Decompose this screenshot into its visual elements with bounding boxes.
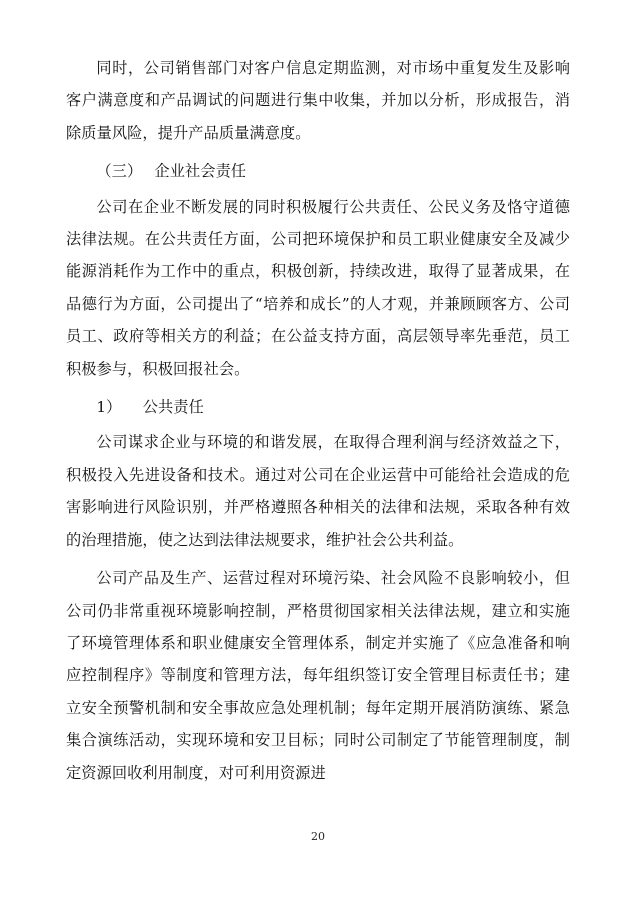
subheading-public-responsibility [66,391,570,423]
heading-text: 企业社会责任 [154,162,247,181]
subheading-marker: 1） [96,398,122,417]
paragraph-sales-monitoring: 同时，公司销售部门对客户信息定期监测，对市场中重复发生及影响客户满意度和产品调试的问题进行集中收集，并加以分析，形成报告，消除质量风险，提升产品质量满意度。 [66,59,570,142]
paragraph-harmony-development: 公司谋求企业与环境的和谐发展，在取得合理利润与经济效益之下，积极投入先进设备和技术。通过对公司在企业运营中可能给社会造成的危害影响进行风险识别，并严格遵照各种相关的法律和法规，采取各种有效的治理措施，使之达到法律法规要求，维护社会公共利益。 [66,433,570,549]
paragraph-public-duty-overview: 公司在企业不断发展的同时积极履行公共责任、公民义务及恪守道德法律法规。在公共责任方面，公司把环境保护和员工职业健康安全及减少能源消耗作为工作中的重点，积极创新，持续改进，取得了显著成果，在品德行为方面，公司提出了“培养和成长”的人才观，并兼顾顾客方、公司员工、政府等相关方的利益；在公益支持方面，高层领导率先垂范，员工积极参与，积极回报社会。 [66,197,570,378]
heading-social-responsibility [66,155,570,187]
subheading-text: 公共责任 [142,398,204,417]
paragraph-environment-control: 公司产品及生产、运营过程对环境污染、社会风险不良影响较小，但公司仍非常重视环境影响控制，严格贯彻国家相关法律法规，建立和实施了环境管理体系和职业健康安全管理体系，制定并实施了《应急准备和响应控制程序》等制度和管理方法，每年组织签订安全管理目标责任书；建立安全预警机制和安全事故应急处理机制；每年定期开展消防演练、紧急集合演练活动，实现环境和安卫目标；同时公司制定了节能管理制度，制定资源回收利用制度，对可利用资源进 [66,569,570,782]
page-number: 20 [311,830,325,843]
page-content [66,52,570,789]
heading-marker: （三） [96,162,143,181]
